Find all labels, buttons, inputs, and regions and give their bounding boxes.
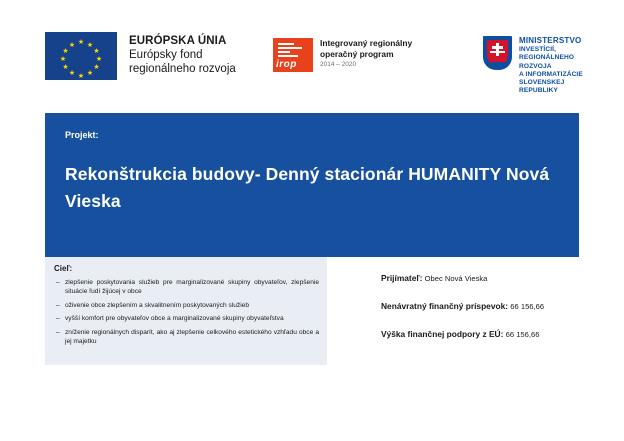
ministry-logo-text	[519, 36, 585, 96]
ministry-logo-block	[483, 36, 585, 96]
irop-period: 2014 – 2020	[320, 61, 357, 68]
irop-logo-icon	[273, 38, 313, 72]
irop-line-1: Integrovaný regionálny	[320, 38, 413, 48]
info-section	[45, 257, 579, 367]
eu-flag-icon: ★ ★ ★ ★ ★ ★ ★ ★ ★ ★ ★ ★	[45, 32, 117, 80]
fact-beneficiary	[381, 273, 621, 284]
ministry-line-4: SLOVENSKEJ REPUBLIKY	[519, 79, 565, 95]
irop-logo-block	[273, 38, 412, 72]
eu-line-2: Európsky fond	[129, 49, 203, 61]
fact-key: Nenávratný finančný príspevok:	[381, 301, 509, 311]
project-label: Projekt:	[65, 130, 99, 140]
list-item: – vyšší komfort pre obyvateľov obce a marginalizované skupiny obyvateľstva	[54, 314, 319, 323]
fact-value: 66 156,66	[505, 330, 540, 339]
eu-line-1: EURÓPSKA ÚNIA	[129, 35, 227, 47]
fact-key: Prijímateľ:	[381, 273, 423, 283]
fact-key: Výška finančnej podpory z EÚ:	[381, 329, 504, 339]
list-item: – zlepšenie poskytovania služieb pre marginalizované skupiny obyvateľov, zlepšenie situácie ľudí žijúcej v obce	[54, 278, 319, 297]
goal-list	[54, 278, 319, 350]
eu-logo-text	[129, 34, 236, 76]
ministry-line-1: MINISTERSTVO	[519, 36, 582, 45]
eu-line-3: regionálneho rozvoja	[129, 63, 236, 75]
ministry-line-3: A INFORMATIZÁCIE	[519, 70, 583, 78]
fact-value: 66 156,66	[510, 302, 545, 311]
fact-grant	[381, 301, 621, 312]
fact-eu-support	[381, 329, 621, 340]
project-title: Rekonštrukcia budovy- Denný stacionár HUMANITY Nová Vieska	[65, 164, 550, 211]
fact-value: Obec Nová Vieska	[424, 274, 488, 283]
list-item: – oživenie obce zlepšením a skvalitnením poskytovaných služieb	[54, 301, 319, 310]
eu-logo-block	[45, 32, 236, 80]
list-item: – zníženie regionálnych disparít, ako aj zlepšenie celkového estetického vzhľadu obce a jej majetku	[54, 328, 319, 347]
project-banner	[45, 113, 579, 257]
irop-logo-text	[320, 38, 412, 70]
goal-box	[45, 257, 327, 365]
goal-label: Cieľ:	[54, 264, 73, 273]
slovak-coat-of-arms-icon	[483, 36, 512, 70]
facts-block	[381, 273, 621, 357]
ministry-line-2: INVESTÍCIÍ, REGIONÁLNEHO ROZVOJA	[519, 46, 575, 70]
logo-header	[45, 32, 585, 94]
irop-line-2: operačný program	[320, 48, 394, 59]
irop-logo-word: irop	[276, 59, 297, 70]
